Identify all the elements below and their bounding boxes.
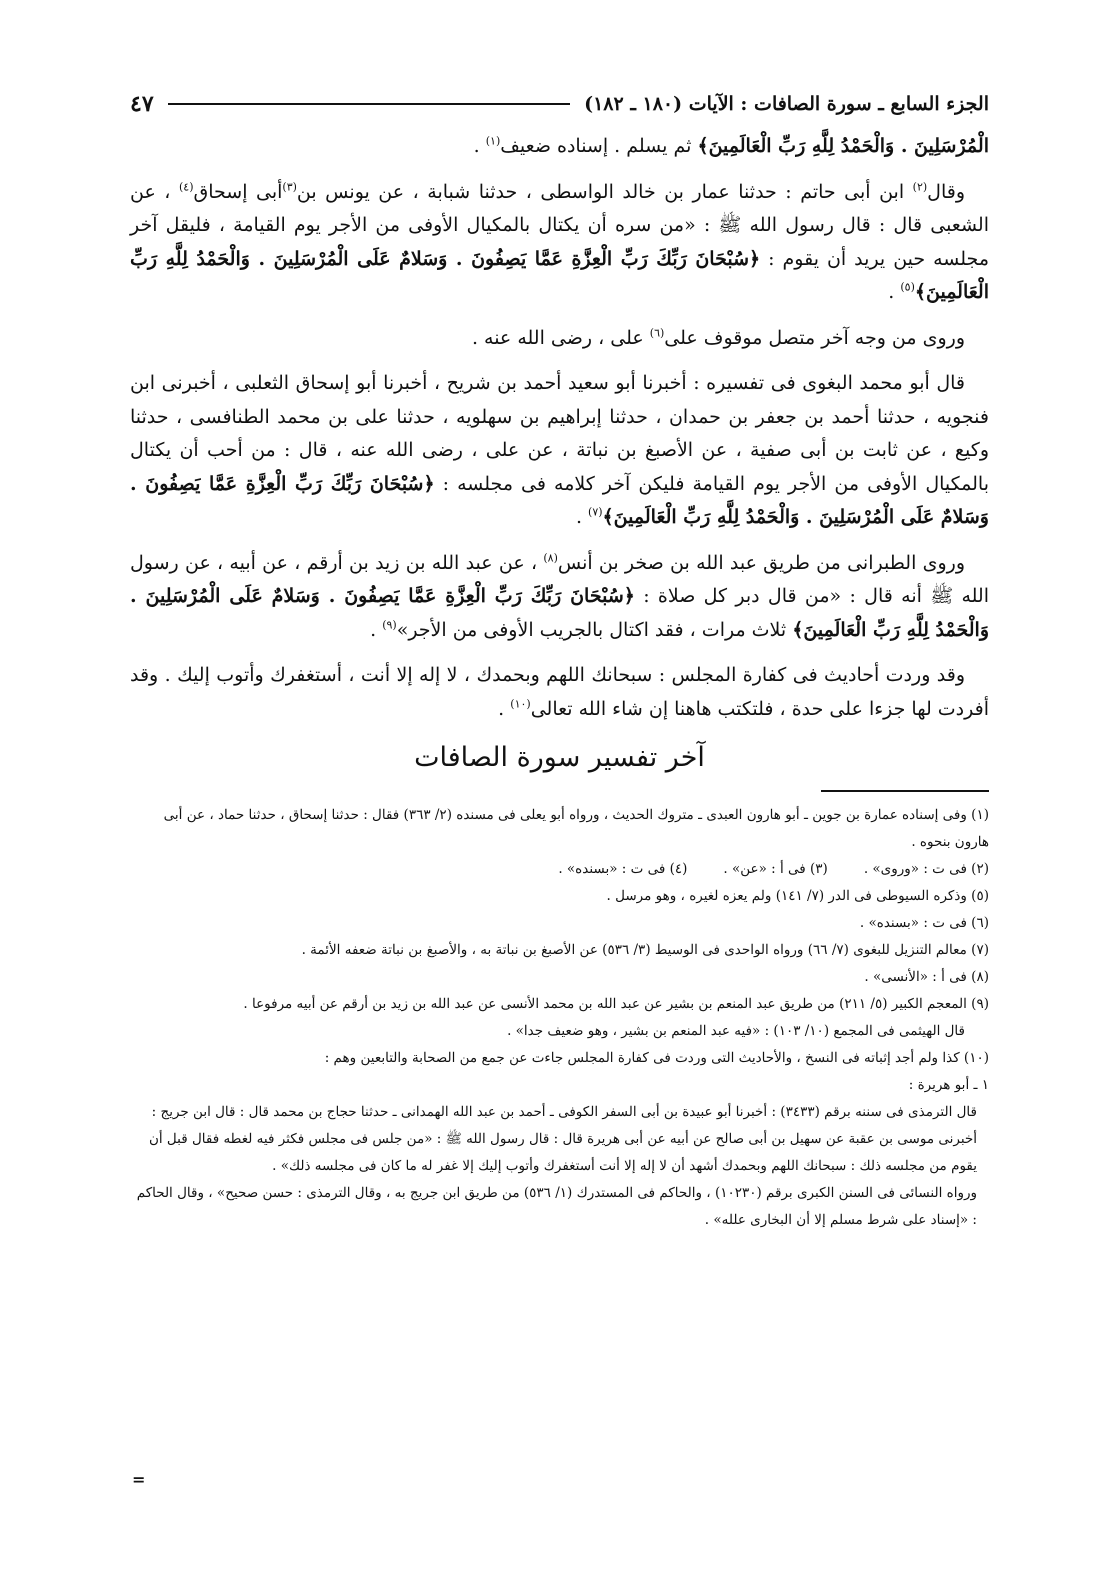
- footnote-5: (٥) وذكره السيوطى فى الدر (٧/ ١٤١) ولم يعزه لغيره ، وهو مرسل .: [606, 888, 989, 904]
- footnote-ref[interactable]: (٩): [382, 618, 397, 632]
- text-run: ، عن الشعبى قال : قال رسول الله ﷺ : «من سره أن يكتال بالمكيال الأوفى من الأجر يوم القيامة ، فليقل آخر مجلسه حين يريد أن يقوم :: [130, 180, 989, 270]
- paragraph-5: [130, 547, 989, 648]
- running-header: [130, 84, 989, 124]
- text-run: وقال: [927, 180, 966, 203]
- text-run: .: [473, 135, 486, 157]
- footnote-ref[interactable]: (٧): [588, 505, 603, 519]
- paragraph-1: [130, 130, 989, 164]
- footnote-1: (١) وفى إسناده عمارة بن جوين ـ أبو هارون العبدى ـ متروك الحديث ، ورواه أبو يعلى فى مسنده (٢/ ٣٦٣) فقال : حدثنا إسحاق ، حدثنا حماد ، عن أبى هارون بنحوه .: [163, 807, 989, 850]
- text-run: وروى الطبرانى من طريق عبد الله بن صخر بن أنس: [557, 551, 966, 574]
- text-run: .: [575, 506, 589, 528]
- quran-quote: ﴿سُبْحَانَ رَبِّكَ رَبِّ الْعِزَّةِ عَمَّا يَصِفُونَ . وَسَلامٌ عَلَى الْمُرْسَلِينَ . وَالْحَمْدُ لِلَّهِ رَبِّ الْعَالَمِينَ﴾: [130, 585, 989, 641]
- footnote-separator: [821, 790, 989, 792]
- footnotes: [130, 802, 989, 1234]
- footnote-ref[interactable]: (٤): [178, 180, 194, 194]
- quran-quote: ﴿سُبْحَانَ رَبِّكَ رَبِّ الْعِزَّةِ عَمَّا يَصِفُونَ . وَسَلامٌ عَلَى الْمُرْسَلِينَ . وَالْحَمْدُ لِلَّهِ رَبِّ الْعَالَمِينَ﴾: [130, 247, 989, 303]
- footnote-row: [130, 856, 989, 883]
- footnote-3: (٣) فى أ : «عن» .: [723, 861, 828, 877]
- footnote-6: (٦) فى ت : «بسنده» .: [859, 915, 989, 931]
- footnote-2: (٢) فى ت : «وروى» .: [863, 861, 989, 877]
- paragraph-2: [130, 176, 989, 310]
- surah-closing-title: آخر تفسير سورة الصافات: [414, 742, 705, 773]
- quran-quote: الْمُرْسَلِينَ . وَالْحَمْدُ لِلَّهِ رَبِّ الْعَالَمِينَ﴾: [697, 135, 989, 157]
- footnote-ref[interactable]: (٢): [912, 180, 928, 194]
- text-run: ابن أبى حاتم : حدثنا عمار بن خالد الواسطى ، حدثنا شبابة ، عن يونس بن: [296, 180, 913, 203]
- paragraph-3: [130, 322, 989, 356]
- footnote-4: (٤) فى ت : «بسنده» .: [558, 861, 688, 877]
- header-rule: [168, 103, 570, 105]
- footnote-ref[interactable]: (٦): [649, 326, 665, 340]
- footnote-10: (١٠) كذا ولم أجد إثباته فى النسخ ، والأحاديث التى وردت فى كفارة المجلس جاءت عن جمع من الصحابة والتابعين وهم :: [324, 1050, 989, 1066]
- footnote-ref[interactable]: (١٠): [510, 697, 531, 711]
- continuation-mark: =: [132, 1470, 146, 1489]
- paragraph-6: [130, 659, 989, 726]
- text-run: أبى إسحاق: [193, 180, 283, 203]
- main-text: [130, 130, 989, 726]
- text-run: .: [888, 281, 901, 303]
- footnote-ref[interactable]: (٥): [900, 280, 915, 294]
- quran-quote: ﴿سُبْحَانَ رَبِّكَ رَبِّ الْعِزَّةِ عَمَّا يَصِفُونَ . وَسَلامٌ عَلَى الْمُرْسَلِينَ . وَالْحَمْدُ لِلَّهِ رَبِّ الْعَالَمِينَ﴾: [130, 472, 989, 528]
- footnote-10-item-1: ١ ـ أبو هريرة :: [908, 1077, 989, 1093]
- text-run: .: [370, 618, 383, 641]
- footnote-8: (٨) فى أ : «الأنسى» .: [864, 969, 989, 985]
- footnote-9-continued: قال الهيثمى فى المجمع (١٠/ ١٠٣) : «فيه عبد المنعم بن بشير ، وهو ضعيف جدا» .: [507, 1023, 965, 1039]
- footnote-7: (٧) معالم التنزيل للبغوى (٧/ ٦٦) ورواه الواحدى فى الوسيط (٣/ ٥٣٦) عن الأصبغ بن نباتة به ، والأصبغ بن نباتة ضعفه الأئمة .: [301, 942, 989, 958]
- header-title: الجزء السابع ـ سورة الصافات : الآيات (١٨٠ ـ ١٨٢): [584, 93, 989, 115]
- page-number: ٤٧: [130, 91, 154, 117]
- text-run: وقد وردت أحاديث فى كفارة المجلس : سبحانك اللهم وبحمدك ، لا إله إلا أنت ، أستغفرك وأتوب إليك . وقد أفردت لها جزءا على حدة ، فلتكتب هاهنا إن شاء الله تعالى: [130, 664, 989, 720]
- text-run: على ، رضى الله عنه .: [471, 326, 650, 349]
- text-run: .: [498, 697, 511, 720]
- text-run: وروى من وجه آخر متصل موقوف على: [664, 326, 965, 349]
- text-run: ، عن عبد الله بن زيد بن أرقم ، عن أبيه ، عن رسول الله ﷺ أنه قال : «من قال دبر كل صلاة :: [130, 551, 989, 607]
- footnote-ref[interactable]: (٣): [282, 180, 297, 194]
- text-run: ثم يسلم . إسناده ضعيف: [500, 135, 698, 157]
- footnote-ref[interactable]: (٨): [543, 551, 558, 565]
- paragraph-4: [130, 367, 989, 535]
- text-run: قال أبو محمد البغوى فى تفسيره : أخبرنا أبو سعيد أحمد بن شريح ، أخبرنا أبو إسحاق الثعلبى ، أخبرنى ابن فنجويه ، حدثنا أحمد بن جعفر بن حمدان ، حدثنا إبراهيم بن سهلويه ، حدثنا على بن محمد الطنافسى ، حدثنا وكيع ، عن ثابت بن أبى صفية ، عن الأصبغ بن نباتة ، عن على ، رضى الله عنه ، قال : من أحب أن يكتال بالمكيال الأوفى من الأجر يوم القيامة فليكن آخر كلامه فى مجلسه :: [130, 372, 990, 495]
- footnote-ref[interactable]: (١): [485, 134, 501, 148]
- text-run: ثلاث مرات ، فقد اكتال بالجريب الأوفى من الأجر»: [396, 618, 793, 641]
- footnote-9: (٩) المعجم الكبير (٥/ ٢١١) من طريق عبد المنعم بن بشير عن عبد الله بن محمد الأنسى عن عبد الله بن زيد بن أرقم عن أبيه مرفوعا .: [243, 996, 989, 1012]
- footnote-10-block-1: قال الترمذى فى سننه برقم (٣٤٣٣) : أخبرنا أبو عبيدة بن أبى السفر الكوفى ـ أحمد بن عبد الله الهمدانى ـ حدثنا حجاج بن محمد قال : قال ابن جريج : أخبرنى موسى بن عقبة عن سهيل بن أبى صالح عن أبيه عن أبى هريرة قال : قال رسول الله ﷺ : «من جلس فى مجلس فكثر فيه لغطه فقال قبل أن يقوم من مجلسه ذلك : سبحانك اللهم وبحمدك أشهد أن لا إله إلا أنت أستغفرك وأتوب إليك إلا غفر له ما كان فى مجلسه ذلك» .: [148, 1104, 977, 1174]
- footnote-10-block-2: ورواه النسائى فى السنن الكبرى برقم (١٠٢٣٠) ، والحاكم فى المستدرك (١/ ٥٣٦) من طريق ابن جريج به ، وقال الترمذى : حسن صحيح» ، وقال الحاكم : «إسناد على شرط مسلم إلا أن البخارى علله» .: [136, 1185, 977, 1228]
